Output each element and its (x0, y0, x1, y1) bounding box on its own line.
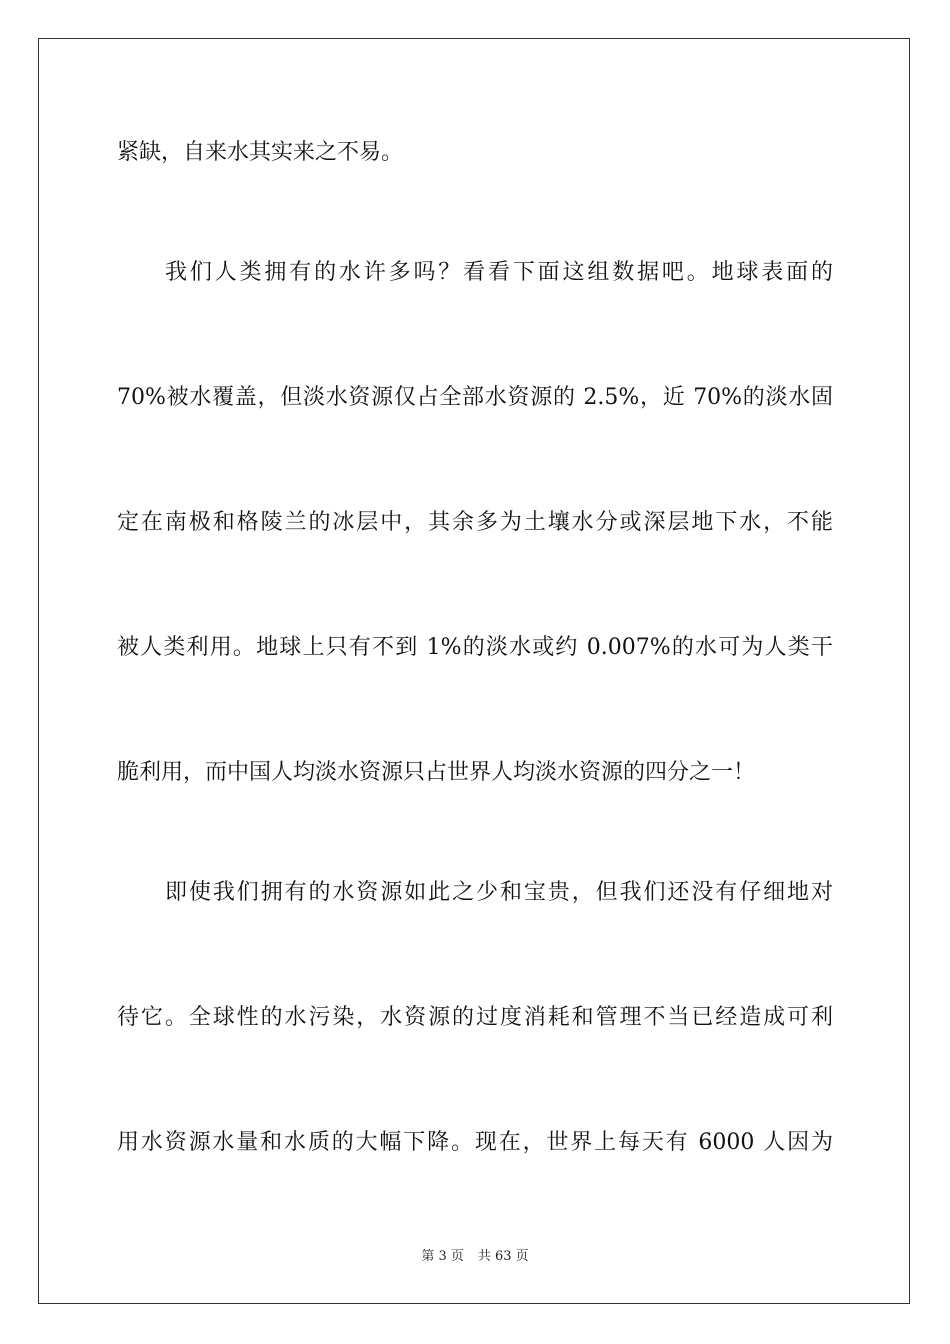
body-line-6: 脆利用，而中国人均淡水资源只占世界人均淡水资源的四分之一！ (117, 760, 756, 785)
body-line-1: 紧缺，自来水其实来之不易。 (117, 140, 404, 165)
body-line-2: 我们人类拥有的水许多吗？看看下面这组数据吧。地球表面的 (165, 260, 833, 285)
body-line-3: 70%被水覆盖，但淡水资源仅占全部水资源的 2.5%，近 70%的淡水固 (117, 385, 833, 410)
body-line-5: 被人类利用。地球上只有不到 1%的淡水或约 0.007%的水可为人类干 (117, 635, 833, 660)
page-number: 第 3 页 (421, 1249, 464, 1264)
body-line-4: 定在南极和格陵兰的冰层中，其余多为土壤水分或深层地下水，不能 (117, 510, 833, 535)
body-line-9: 用水资源水量和水质的大幅下降。现在，世界上每天有 6000 人因为 (117, 1130, 833, 1155)
page-footer (0, 1248, 950, 1266)
page-total: 共 63 页 (477, 1249, 529, 1264)
page-border (38, 38, 910, 1304)
body-line-8: 待它。全球性的水污染，水资源的过度消耗和管理不当已经造成可利 (117, 1005, 833, 1030)
body-line-7: 即使我们拥有的水资源如此之少和宝贵，但我们还没有仔细地对 (165, 880, 833, 905)
